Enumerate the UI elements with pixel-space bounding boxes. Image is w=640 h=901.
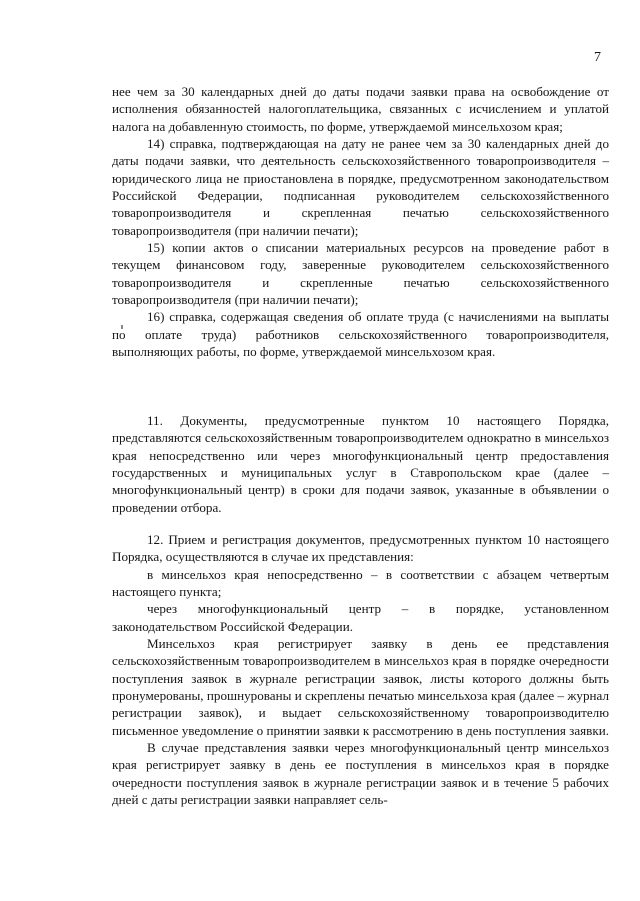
paragraph-item-14: 14) справка, подтверждающая на дату не ранее чем за 30 календарных дней до даты подачи заявки, что деятельность сельскохозяйственного товаропроизводителя – юридического лица не приостановлена в порядке, предусмотренном законодательством Российской Федерации, подписанная руководителем сельскохозяйственного товаропроизводителя и скрепленная печатью сельскохозяйственного товаропроизводителя (при наличии печати); — [112, 136, 609, 238]
page-number: 7 — [594, 50, 601, 65]
paragraph-item-15: 15) копии актов о списании материальных ресурсов на проведение работ в текущем финансовом году, заверенные руководителем сельскохозяйственного товаропроизводителя и скрепленные печатью сельскохозяйственного товаропроизводителя (при наличии печати); — [112, 240, 609, 308]
text-block-1 — [112, 83, 609, 361]
paragraph-mfc-submission: через многофункциональный центр – в порядке, установленном законодательством Российской Федерации. — [112, 601, 609, 634]
paragraph-continuation: нее чем за 30 календарных дней до даты подачи заявки права на освобождение от исполнения обязанностей налогоплательщика, связанных с исчислением и уплатой налога на добавленную стоимость, по форме, утверждаемой минсельхозом края; — [112, 84, 609, 134]
paragraph-section-12: 12. Прием и регистрация документов, предусмотренных пунктом 10 настоящего Порядка, осуществляются в случае их представления: — [112, 532, 609, 565]
text-block-3 — [112, 531, 609, 809]
paragraph-section-11: 11. Документы, предусмотренные пунктом 10 настоящего Порядка, представляются сельскохозяйственным товаропроизводителем однократно в минсельхоз края непосредственно или через многофункциональный центр предоставления государственных и муниципальных услуг в Ставропольском крае (далее – многофункциональный центр) в сроки для подачи заявок, указанные в объявлении о проведении отбора. — [112, 413, 609, 515]
paragraph-item-16: 16) справка, содержащая сведения об оплате труда (с начислениями на выплаты по оплате труда) работников сельскохозяйственного товаропроизводителя, выполняющих работы, по форме, утверждаемой минсельхозом края. — [112, 309, 609, 360]
paragraph-registration: Минсельхоз края регистрирует заявку в день ее представления сельскохозяйственным товаропроизводителем в минсельхоз края в порядке очередности поступления заявок в журнале регистрации заявок, листы которого должны быть пронумерованы, прошнурованы и скреплены печатью минсельхоза края (далее – журнал регистрации заявок), и выдает сельскохозяйственному товаропроизводителю письменное уведомление о принятии заявки к рассмотрению в день поступления заявки. — [112, 636, 609, 738]
text-block-2 — [112, 412, 609, 516]
paragraph-direct-submission: в минсельхоз края непосредственно – в соответствии с абзацем четвертым настоящего пункта; — [112, 566, 609, 600]
paragraph-mfc-registration: В случае представления заявки через многофункциональный центр минсельхоз края регистрирует заявку в день ее поступления в минсельхоз края в порядке очередности поступления заявок в журнале регистрации заявок и в течение 5 рабочих дней с даты регистрации заявки направляет сель- — [112, 740, 609, 808]
